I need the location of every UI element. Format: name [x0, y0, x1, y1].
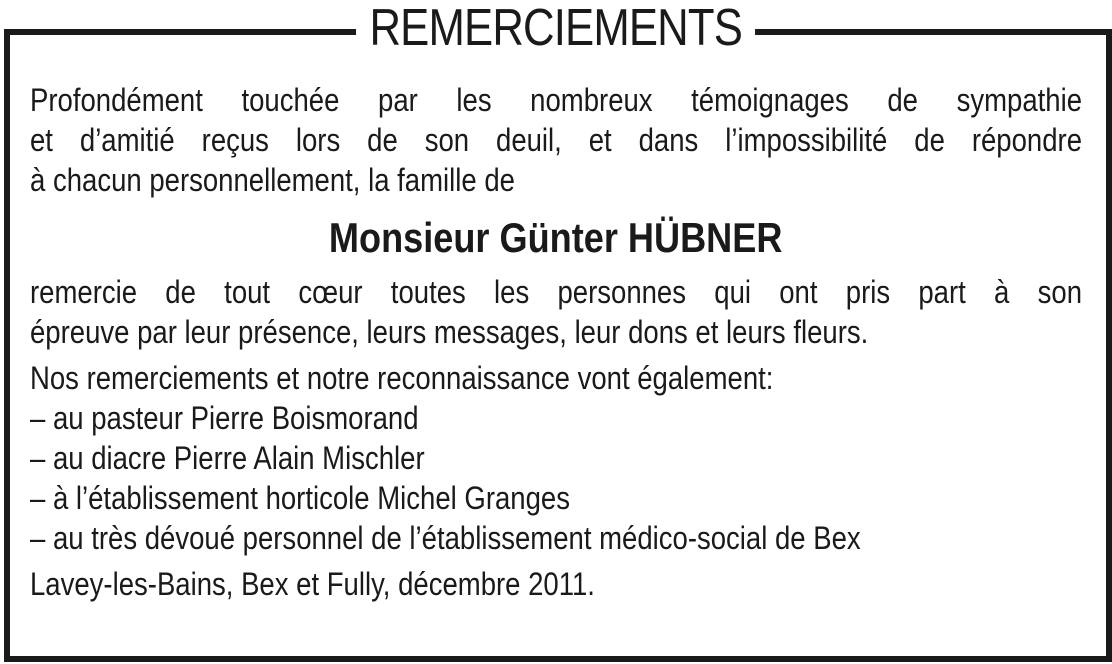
acknowledgement-section: [30, 358, 1082, 558]
list-item: – au pasteur Pierre Boismorand: [30, 400, 419, 436]
list-item: – au très dévoué personnel de l’établissement médico-social de Bex: [30, 520, 861, 556]
place-date: Lavey-les-Bains, Bex et Fully, décembre 2011.: [30, 566, 595, 602]
thanks-line-2: épreuve par leur présence, leurs messages, leur dons et leurs fleurs.: [30, 314, 869, 350]
deceased-name-container: [30, 210, 1082, 266]
thanks-line-1: remercie de tout cœur toutes les personnes qui ont pris part à son: [30, 274, 1082, 310]
notice-body: [30, 80, 1082, 604]
acknowledgement-intro: Nos remerciements et notre reconnaissance vont également:: [30, 360, 774, 396]
list-item: – à l’établissement horticole Michel Granges: [30, 480, 570, 516]
intro-line-3: à chacun personnellement, la famille de: [30, 162, 515, 198]
deceased-name: Monsieur Günter HÜBNER: [329, 214, 783, 261]
intro-paragraph: [30, 80, 1082, 200]
thanks-paragraph: [30, 272, 1082, 352]
notice-title-container: [0, 0, 1112, 60]
list-item: – au diacre Pierre Alain Mischler: [30, 440, 425, 476]
intro-line-1: Profondément touchée par les nombreux témoignages de sympathie: [30, 82, 1082, 118]
intro-line-2: et d’amitié reçus lors de son deuil, et dans l’impossibilité de répondre: [30, 122, 1082, 158]
notice-title: REMERCIEMENTS: [356, 0, 755, 60]
